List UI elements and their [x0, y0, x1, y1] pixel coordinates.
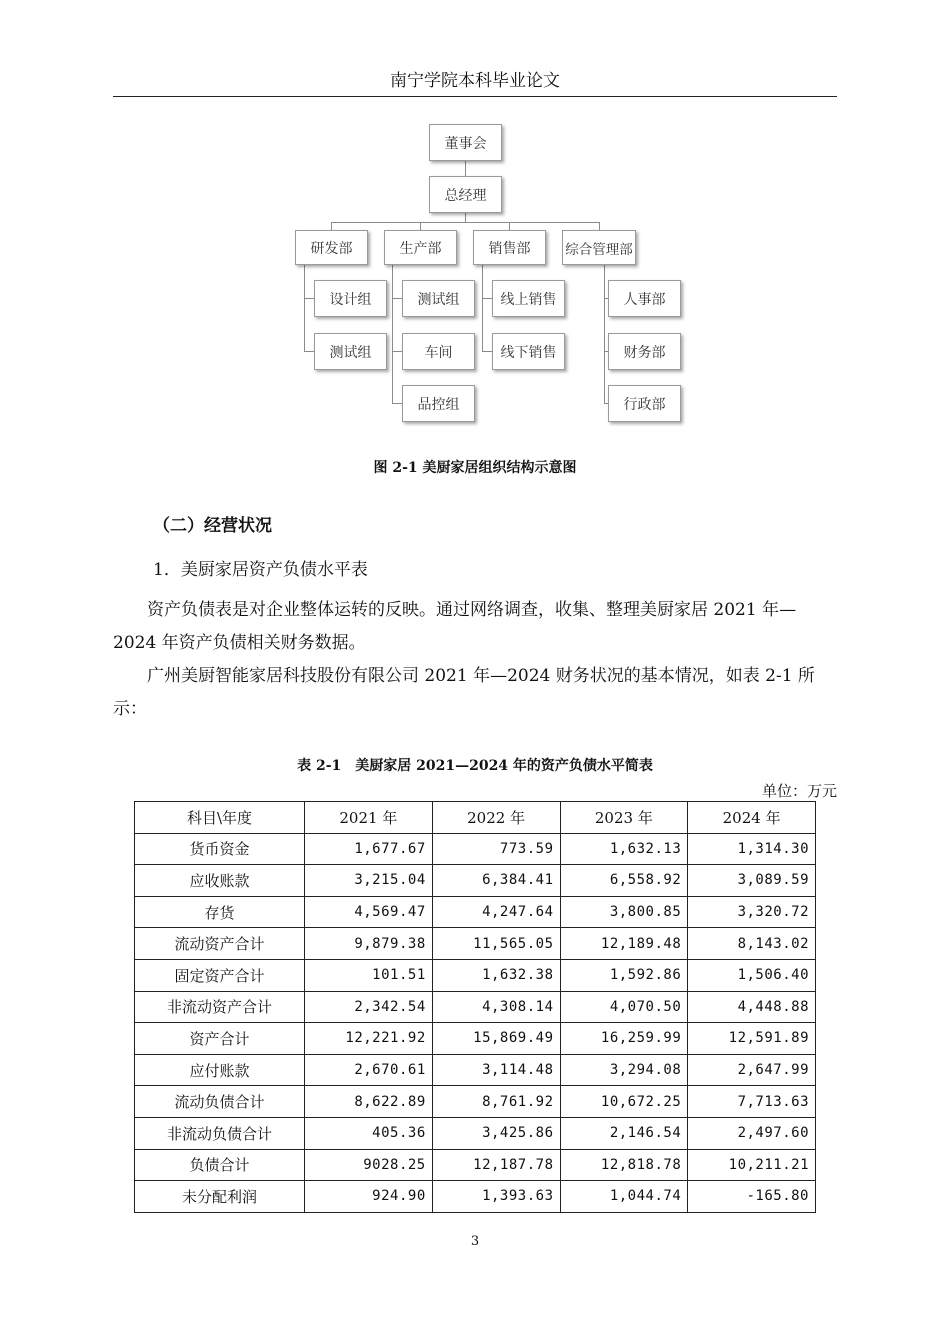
connector [465, 212, 466, 222]
table-cell: 15,869.49 [432, 1023, 560, 1055]
connector [420, 222, 421, 230]
table-cell: 1,393.63 [432, 1181, 560, 1213]
table-cell: 2,146.54 [560, 1117, 688, 1149]
org-node-team: 线上销售 [492, 280, 565, 317]
table-cell: 6,558.92 [560, 865, 688, 897]
table-cell: 8,622.89 [305, 1086, 433, 1118]
table-cell: 1,632.13 [560, 833, 688, 865]
row-label: 固定资产合计 [135, 959, 305, 991]
table-cell: 2,497.60 [688, 1117, 816, 1149]
table-row [135, 1086, 816, 1118]
row-label: 负债合计 [135, 1149, 305, 1181]
table-cell: 3,320.72 [688, 896, 816, 928]
table-cell: 2,647.99 [688, 1054, 816, 1086]
table-cell: 12,221.92 [305, 1023, 433, 1055]
row-label: 流动负债合计 [135, 1086, 305, 1118]
table-cell: 1,677.67 [305, 833, 433, 865]
body-paragraph: 资产负债表是对企业整体运转的反映。通过网络调查，收集、整理美厨家居 2021 年—2024 年资产负债相关财务数据。 [113, 600, 797, 653]
table-cell: 11,565.05 [432, 928, 560, 960]
table-row [135, 1181, 816, 1213]
org-node-department: 综合管理部 [562, 230, 636, 265]
table-row [135, 959, 816, 991]
table-row [135, 991, 816, 1023]
org-node-team: 财务部 [608, 333, 681, 370]
table-body [135, 833, 816, 1212]
org-node-board: 董事会 [429, 124, 502, 161]
org-node-department: 销售部 [473, 230, 546, 265]
table-cell: 4,569.47 [305, 896, 433, 928]
table-cell: 12,187.78 [432, 1149, 560, 1181]
table-row [135, 865, 816, 897]
table-cell: 8,761.92 [432, 1086, 560, 1118]
row-label: 资产合计 [135, 1023, 305, 1055]
table-cell: 10,672.25 [560, 1086, 688, 1118]
table-header-row [135, 802, 816, 834]
subsection-heading: 1．美厨家居资产负债水平表 [153, 560, 368, 580]
table-cell: 3,294.08 [560, 1054, 688, 1086]
table-row [135, 1054, 816, 1086]
table-cell: 1,044.74 [560, 1181, 688, 1213]
org-chart [0, 0, 950, 440]
row-label: 应收账款 [135, 865, 305, 897]
row-label: 存货 [135, 896, 305, 928]
org-node-team: 车间 [402, 333, 475, 370]
table-row [135, 1149, 816, 1181]
connector [392, 264, 393, 404]
body-paragraph: 广州美厨智能家居科技股份有限公司 2021 年—2024 财务状况的基本情况，如表 2-1 所示： [113, 666, 815, 719]
table-cell: 4,070.50 [560, 991, 688, 1023]
connector [331, 222, 332, 230]
column-header: 2024 年 [688, 802, 816, 834]
table-cell: 9028.25 [305, 1149, 433, 1181]
page-number: 3 [470, 1234, 480, 1249]
column-header: 2021 年 [305, 802, 433, 834]
connector [331, 222, 599, 223]
connector [304, 351, 314, 352]
row-label: 非流动资产合计 [135, 991, 305, 1023]
row-label: 非流动负债合计 [135, 1117, 305, 1149]
table-cell: 405.36 [305, 1117, 433, 1149]
table-unit: 单位：万元 [761, 782, 837, 800]
table-cell: 773.59 [432, 833, 560, 865]
org-node-department: 生产部 [384, 230, 457, 265]
org-node-team: 测试组 [314, 333, 387, 370]
table-cell: 3,425.86 [432, 1117, 560, 1149]
connector [482, 298, 492, 299]
table-row [135, 1023, 816, 1055]
table-cell: 4,247.64 [432, 896, 560, 928]
table-row [135, 896, 816, 928]
connector [604, 264, 605, 404]
table-cell: 924.90 [305, 1181, 433, 1213]
table-cell: 6,384.41 [432, 865, 560, 897]
table-cell: 1,506.40 [688, 959, 816, 991]
table-cell: 3,114.48 [432, 1054, 560, 1086]
column-header: 2022 年 [432, 802, 560, 834]
table-cell: 12,591.89 [688, 1023, 816, 1055]
table-cell: 10,211.21 [688, 1149, 816, 1181]
table-cell: 7,713.63 [688, 1086, 816, 1118]
org-node-team: 设计组 [314, 280, 387, 317]
figure-caption: 图 2-1 美厨家居组织结构示意图 [373, 460, 577, 476]
org-node-team: 人事部 [608, 280, 681, 317]
org-node-team: 行政部 [608, 385, 681, 422]
table-cell: 3,215.04 [305, 865, 433, 897]
org-node-general-manager: 总经理 [429, 176, 502, 213]
table-cell: 1,314.30 [688, 833, 816, 865]
org-node-team: 线下销售 [492, 333, 565, 370]
connector [599, 222, 600, 230]
table-cell: 1,632.38 [432, 959, 560, 991]
column-header: 2023 年 [560, 802, 688, 834]
connector [392, 403, 402, 404]
table-row [135, 928, 816, 960]
row-label: 应付账款 [135, 1054, 305, 1086]
connector [482, 264, 483, 351]
page-header: 南宁学院本科毕业论文 [390, 71, 560, 91]
row-label: 货币资金 [135, 833, 305, 865]
balance-sheet-table [134, 801, 816, 1213]
table-cell: 12,818.78 [560, 1149, 688, 1181]
table-cell: 3,800.85 [560, 896, 688, 928]
table-cell: -165.80 [688, 1181, 816, 1213]
org-node-department: 研发部 [295, 230, 368, 265]
table-cell: 4,308.14 [432, 991, 560, 1023]
connector [304, 298, 314, 299]
connector [392, 351, 402, 352]
table-cell: 101.51 [305, 959, 433, 991]
table-cell: 4,448.88 [688, 991, 816, 1023]
row-label: 流动资产合计 [135, 928, 305, 960]
table-cell: 8,143.02 [688, 928, 816, 960]
table-cell: 2,670.61 [305, 1054, 433, 1086]
table-cell: 12,189.48 [560, 928, 688, 960]
connector [304, 264, 305, 351]
table-cell: 9,879.38 [305, 928, 433, 960]
connector [392, 298, 402, 299]
table-row [135, 833, 816, 865]
connector [482, 351, 492, 352]
table-caption: 表 2-1 美厨家居 2021—2024 年的资产负债水平简表 [297, 758, 653, 774]
table-cell: 1,592.86 [560, 959, 688, 991]
table-cell: 3,089.59 [688, 865, 816, 897]
table-cell: 16,259.99 [560, 1023, 688, 1055]
org-node-team: 测试组 [402, 280, 475, 317]
table-cell: 2,342.54 [305, 991, 433, 1023]
row-label: 未分配利润 [135, 1181, 305, 1213]
column-header: 科目\年度 [135, 802, 305, 834]
table-row [135, 1117, 816, 1149]
connector [465, 160, 466, 176]
section-heading: （二）经营状况 [153, 516, 272, 536]
connector [509, 222, 510, 230]
org-node-team: 品控组 [402, 385, 475, 422]
